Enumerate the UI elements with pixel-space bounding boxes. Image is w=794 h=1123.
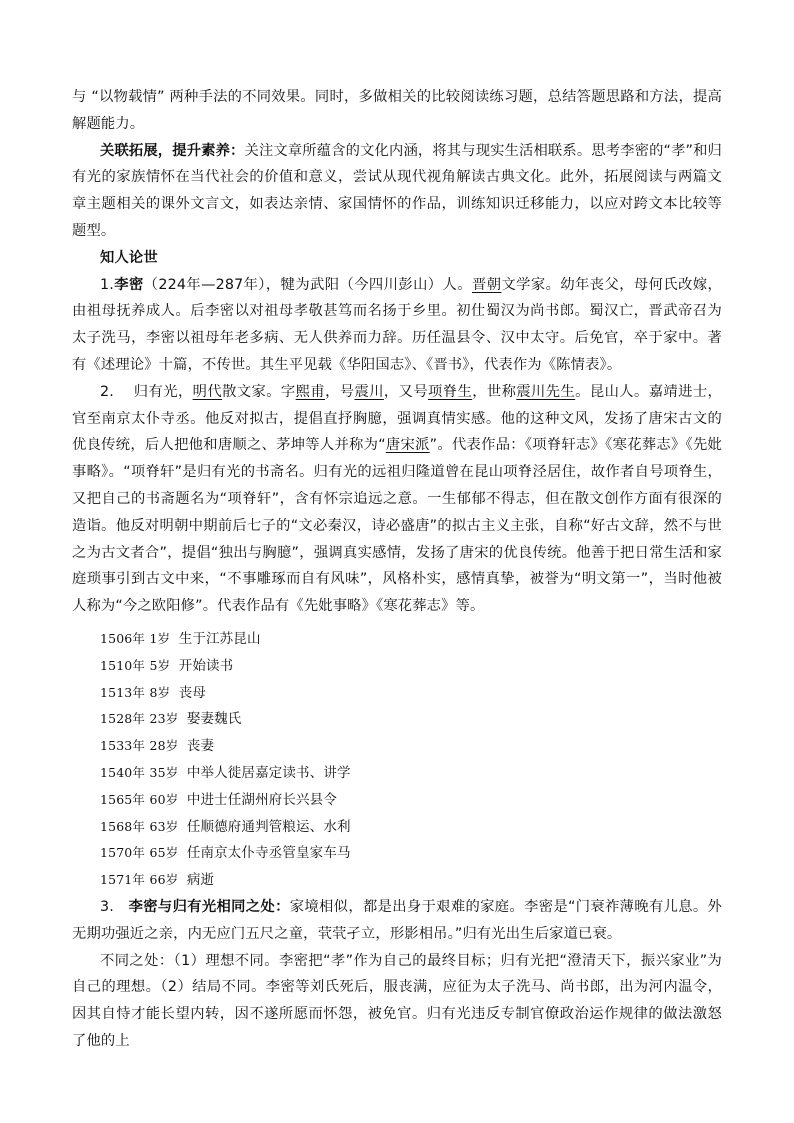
gyg-text: ，号: [325, 383, 355, 400]
link-hao2[interactable]: 项脊生: [428, 383, 473, 400]
extension-text: 关注文章所蕴含的文化内涵，将其与现实生活相联系。思考李密的“孝”和归有光的家族情怀在当代社会的价值和意义，尝试从现代视角解读古典文化。此外，拓展阅读与两篇文章主题相关的课外文言文，如表达亲情、家国情怀的作品，训练知识迁移能力，以应对跨文本比较等题型。: [72, 142, 722, 239]
li-mi-text-b: 文学家。幼年丧父，母何氏改嫁，由祖母抚养成人。后李密以对祖母孝敬甚笃而名扬于乡里。初仕蜀汉为尚书郎。蜀汉亡，晋武帝召为太子洗马，李密以祖母年老多病、无人供养而力辞。历任温县令、汉中太守。后免官，卒于家中。著有《述理论》十篇，不传世。其生平见载《华阳国志》、《晋书》，代表作为《陈情表》。: [72, 276, 722, 373]
link-ming-dynasty[interactable]: 明代: [192, 383, 223, 400]
timeline-age: 35岁: [149, 764, 179, 780]
timeline-year: 1510年: [100, 657, 146, 673]
similarities-label: 李密与归有光相同之处：: [128, 898, 290, 915]
timeline-event: 丧母: [178, 684, 207, 701]
gyg-text: 散文家。字: [222, 383, 296, 400]
timeline-year: 1570年: [100, 845, 146, 861]
timeline-year: 1506年: [100, 630, 146, 646]
item-number: 1.: [100, 276, 114, 293]
link-jin-dynasty[interactable]: 晋朝: [471, 276, 502, 293]
timeline-age: 66岁: [149, 872, 179, 888]
timeline-age: 65岁: [149, 845, 179, 861]
timeline-event: 任顺德府通判管粮运、水利: [186, 818, 351, 835]
timeline-age: 5岁: [149, 657, 171, 673]
author-name-li-mi: 李密: [113, 276, 144, 293]
timeline-row: [72, 706, 722, 733]
item-number: 2.: [100, 383, 114, 400]
gyg-text: 。昆山人。嘉靖进士，官至南京太仆寺丞。他反对拟古，提倡直抒胸臆，强调真情实感。他的这种文风，发扬了唐宋古文的优良传统，后人把他和唐顺之、茅坤等人并称为“: [72, 383, 723, 454]
timeline-event: 任南京太仆寺丞管皇家车马: [186, 845, 351, 862]
timeline-row: [72, 814, 722, 841]
timeline-event: 生于江苏昆山: [178, 630, 261, 647]
timeline-year: 1568年: [100, 818, 146, 834]
li-mi-text-a: （224年—287年），犍为武阳（今四川彭山）人。: [143, 276, 472, 293]
timeline-year: 1533年: [100, 738, 146, 754]
paragraph-comparison-methods: 与 “以物载情” 两种手法的不同效果。同时，多做相关的比较阅读练习题，总结答题思路和方法，提高解题能力。: [72, 89, 722, 132]
link-hao[interactable]: 震川: [354, 383, 384, 400]
timeline-row: [72, 840, 722, 867]
similarities-text: 家境相似，都是出身于艰难的家庭。李密是“门衰祚薄晚有儿息。外无期功强近之亲，内无应门五尺之童，茕茕孑立，形影相吊。”归有光出生后家道已衰。: [72, 898, 722, 942]
timeline-row: [72, 733, 722, 760]
timeline-year: 1565年: [100, 791, 146, 807]
link-zi[interactable]: 熙甫: [295, 383, 326, 400]
timeline-event: 中举人徙居嘉定读书、讲学: [186, 764, 351, 781]
timeline-event: 中进士任湖州府长兴县令: [186, 791, 337, 808]
timeline-year: 1513年: [100, 684, 146, 700]
timeline: [72, 626, 722, 894]
timeline-row: [72, 680, 722, 707]
timeline-age: 1岁: [149, 630, 171, 646]
timeline-age: 28岁: [149, 738, 179, 754]
timeline-age: 63岁: [149, 818, 179, 834]
timeline-year: 1571年: [100, 872, 146, 888]
paragraph-extension: [72, 138, 722, 245]
timeline-event: 开始读书: [178, 657, 234, 674]
timeline-event: 病逝: [186, 872, 215, 889]
timeline-row: [72, 626, 722, 653]
timeline-age: 8岁: [149, 684, 171, 700]
gyg-text: ”。代表作品：《项脊轩志》《寒花葬志》《先妣事略》。“项脊轩”是归有光的书斋名。归有光的远祖归隆道曾在昆山项脊泾居住，故作者自号项脊生，又把自己的书斋题名为“项脊轩”，含有怀宗追远之意。一生郁郁不得志，但在散文创作方面有很深的造诣。他反对明朝中期前后七子的“文必秦汉，诗必盛唐”的拟古主义主张，自称“好古文辞，然不与世之为古文者合”，提倡“独出与胸臆”，强调真实感情，发扬了唐宋的优良传统。他善于把日常生活和家庭琐事引到古文中来，“不事雕琢而自有风味”，风格朴实，感情真挚，被誉为“明文第一”，当时他被人称为“今之欧阳修”。代表作品有《先妣事略》《寒花葬志》等。: [72, 437, 722, 615]
link-shicheng[interactable]: 震川先生: [516, 383, 576, 400]
author-name-gui-youguang: 归有光: [133, 383, 178, 400]
paragraph-similarities: [72, 894, 722, 948]
timeline-age: 60岁: [149, 791, 179, 807]
paragraph-li-mi: [72, 272, 722, 379]
gyg-text: ，: [177, 383, 193, 400]
timeline-row: [72, 760, 722, 787]
timeline-year: 1528年: [100, 711, 146, 727]
item-number: 3.: [100, 898, 114, 915]
timeline-event: 丧妻: [186, 738, 215, 755]
gyg-text: ，世称: [472, 383, 517, 400]
timeline-row: [72, 787, 722, 814]
extension-label: 关联拓展，提升素养：: [100, 142, 245, 159]
timeline-row: [72, 653, 722, 680]
paragraph-gui-youguang: [72, 379, 722, 620]
timeline-year: 1540年: [100, 764, 146, 780]
timeline-row: [72, 867, 722, 894]
paragraph-differences: 不同之处：（1）理想不同。李密把“孝”作为自己的最终目标；归有光把“澄清天下，振兴家业”为自己的理想。（2）结局不同。李密等刘氏死后，服丧满，应征为太子洗马、尚书郎，出为河内温令，因其自恃才能长望内转，因不遂所愿而怀怨，被免官。归有光违反专制官僚政治运作规律的做法激怒了他的上: [72, 952, 722, 1049]
timeline-age: 23岁: [149, 711, 179, 727]
section-heading: 知人论世: [100, 249, 158, 266]
timeline-event: 娶妻魏氏: [186, 711, 242, 728]
link-tangsong-school[interactable]: 唐宋派: [385, 437, 430, 454]
document-page: [72, 84, 722, 1055]
gyg-text: ，又号: [383, 383, 429, 400]
